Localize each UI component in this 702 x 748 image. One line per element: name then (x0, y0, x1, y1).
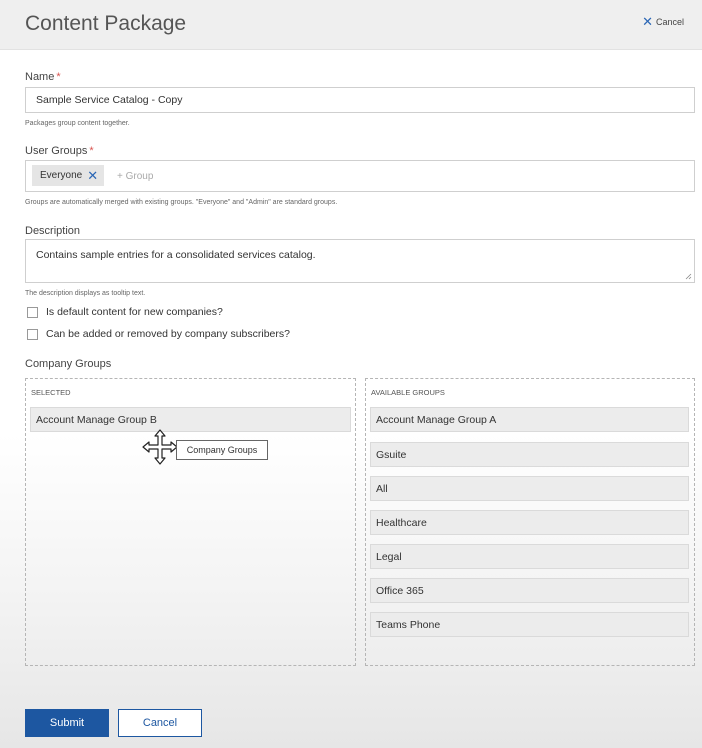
subscriber-checkbox-row[interactable] (27, 328, 290, 340)
subscriber-checkbox[interactable] (27, 329, 38, 340)
subscriber-label: Can be added or removed by company subscribers? (46, 328, 290, 340)
user-group-tag-label: Everyone (40, 170, 83, 181)
header-cancel-button[interactable] (642, 14, 684, 29)
drag-tooltip: Company Groups (176, 440, 268, 460)
name-input-value: Sample Service Catalog - Copy (36, 94, 183, 106)
available-group-item[interactable]: All (370, 476, 689, 501)
close-icon: ✕ (642, 14, 653, 29)
name-label-text: Name (25, 71, 55, 83)
name-label (25, 71, 61, 83)
required-marker: * (89, 145, 94, 157)
selected-panel-title: SELECTED (31, 388, 71, 397)
required-marker: * (56, 71, 61, 83)
description-label: Description (25, 225, 81, 237)
move-cursor-icon (141, 428, 179, 466)
user-groups-hint: Groups are automatically merged with existing groups. "Everyone" and "Admin" are standard groups. (25, 199, 338, 206)
name-hint: Packages group content together. (25, 120, 130, 127)
description-textarea[interactable] (25, 239, 695, 283)
submit-button[interactable]: Submit (25, 709, 109, 737)
remove-tag-icon[interactable]: ✕ (87, 167, 99, 183)
selected-group-item[interactable]: Account Manage Group B (30, 407, 351, 432)
available-panel-title: AVAILABLE GROUPS (371, 388, 445, 397)
description-value: Contains sample entries for a consolidated services catalog. (36, 249, 316, 261)
available-group-item[interactable]: Account Manage Group A (370, 407, 689, 432)
resize-grip-icon[interactable] (685, 273, 692, 280)
available-group-item[interactable]: Healthcare (370, 510, 689, 535)
default-content-checkbox-row[interactable] (27, 306, 223, 318)
name-input[interactable] (25, 87, 695, 113)
default-content-label: Is default content for new companies? (46, 306, 223, 318)
available-group-item[interactable]: Teams Phone (370, 612, 689, 637)
available-group-item[interactable]: Gsuite (370, 442, 689, 467)
default-content-checkbox[interactable] (27, 307, 38, 318)
user-groups-label (25, 145, 94, 157)
description-hint: The description displays as tooltip text. (25, 290, 146, 297)
company-groups-label: Company Groups (25, 358, 112, 370)
available-group-item[interactable]: Legal (370, 544, 689, 569)
available-group-item[interactable]: Office 365 (370, 578, 689, 603)
add-group-placeholder[interactable]: + Group (117, 171, 154, 182)
user-group-tag (32, 165, 104, 186)
dialog-header (0, 0, 702, 50)
user-groups-label-text: User Groups (25, 145, 88, 157)
header-cancel-label: Cancel (655, 17, 684, 27)
dialog-title: Content Package (25, 12, 187, 35)
cancel-button[interactable]: Cancel (118, 709, 202, 737)
